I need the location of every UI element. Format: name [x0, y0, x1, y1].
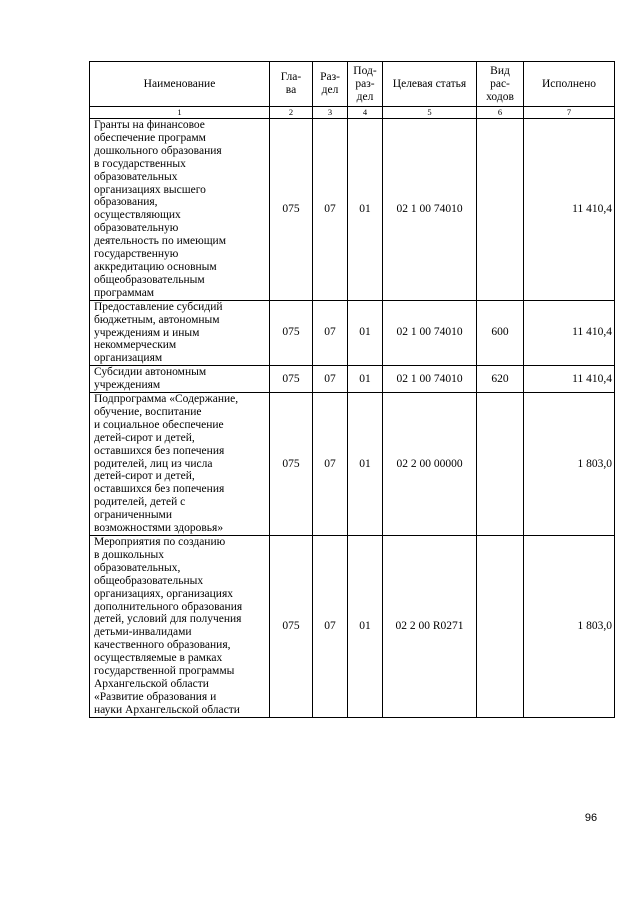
row-vid-raskhodov: 600 [477, 300, 524, 366]
row-ispolneno: 1 803,0 [524, 393, 615, 536]
row-celevaya-statya: 02 1 00 74010 [383, 119, 477, 301]
row-celevaya-statya: 02 1 00 74010 [383, 300, 477, 366]
row-razdel: 07 [313, 366, 348, 393]
table-row [90, 119, 615, 301]
row-glava: 075 [270, 366, 313, 393]
row-name: Гранты на финансовое обеспечение программ дошкольного образования в государственных образовательных организациях высшего образования, осуществляющих образовательную деятельность по имеющим государственную аккредитацию основным общеобразовательным программам [90, 119, 270, 301]
column-number: 3 [313, 107, 348, 119]
header-vid-raskhodov: Вид рас- ходов [477, 62, 524, 107]
row-glava: 075 [270, 536, 313, 718]
header-celevaya-statya: Целевая статья [383, 62, 477, 107]
row-ispolneno: 11 410,4 [524, 300, 615, 366]
row-celevaya-statya: 02 1 00 74010 [383, 366, 477, 393]
row-ispolneno: 11 410,4 [524, 366, 615, 393]
row-celevaya-statya: 02 2 00 R0271 [383, 536, 477, 718]
row-ispolneno: 1 803,0 [524, 536, 615, 718]
row-podrazdel: 01 [348, 119, 383, 301]
row-vid-raskhodov [477, 119, 524, 301]
column-number: 6 [477, 107, 524, 119]
row-podrazdel: 01 [348, 366, 383, 393]
row-podrazdel: 01 [348, 300, 383, 366]
header-glava: Гла- ва [270, 62, 313, 107]
row-podrazdel: 01 [348, 393, 383, 536]
column-number: 2 [270, 107, 313, 119]
column-number: 7 [524, 107, 615, 119]
row-glava: 075 [270, 393, 313, 536]
row-razdel: 07 [313, 536, 348, 718]
header-razdel: Раз- дел [313, 62, 348, 107]
row-razdel: 07 [313, 393, 348, 536]
table-header-row [90, 62, 615, 107]
table-row [90, 366, 615, 393]
budget-table [89, 61, 615, 718]
row-name: Мероприятия по созданию в дошкольных образовательных, общеобразовательных организациях, организациях дополнительного образования детей, условий для получения детьми-инвалидами качественного образования, осуществляемые в рамках государственной программы Архангельской области «Развитие образования и науки Архангельской области [90, 536, 270, 718]
row-name: Подпрограмма «Содержание, обучение, воспитание и социальное обеспечение детей-сирот и детей, оставшихся без попечения родителей, лиц из числа детей-сирот и детей, оставшихся без попечения родителей, детей с ограниченными возможностями здоровья» [90, 393, 270, 536]
row-podrazdel: 01 [348, 536, 383, 718]
table-row [90, 536, 615, 718]
column-number: 1 [90, 107, 270, 119]
row-celevaya-statya: 02 2 00 00000 [383, 393, 477, 536]
row-razdel: 07 [313, 119, 348, 301]
row-glava: 075 [270, 300, 313, 366]
row-ispolneno: 11 410,4 [524, 119, 615, 301]
column-number: 4 [348, 107, 383, 119]
column-number: 5 [383, 107, 477, 119]
row-vid-raskhodov [477, 536, 524, 718]
table-row [90, 393, 615, 536]
row-name: Предоставление субсидий бюджетным, автономным учреждениям и иным некоммерческим организациям [90, 300, 270, 366]
header-ispolneno: Исполнено [524, 62, 615, 107]
header-name: Наименование [90, 62, 270, 107]
header-podrazdel: Под- раз- дел [348, 62, 383, 107]
row-glava: 075 [270, 119, 313, 301]
row-vid-raskhodov [477, 393, 524, 536]
table-row [90, 300, 615, 366]
page-number: 96 [584, 812, 598, 824]
column-number-row [90, 107, 615, 119]
row-razdel: 07 [313, 300, 348, 366]
row-name: Субсидии автономным учреждениям [90, 366, 270, 393]
row-vid-raskhodov: 620 [477, 366, 524, 393]
